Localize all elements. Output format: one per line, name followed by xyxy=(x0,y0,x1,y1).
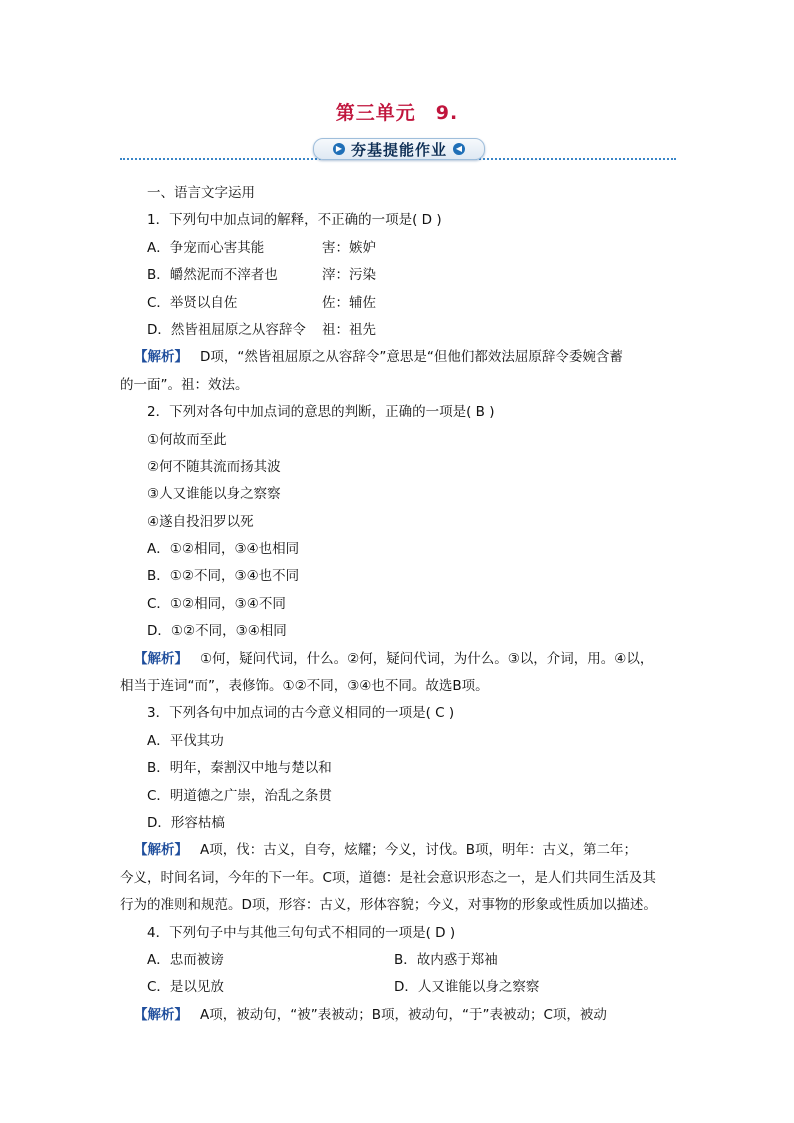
question-3-option: B．明年，秦割汉中地与楚以和 xyxy=(147,760,332,777)
question-2-option: D．①②不同，③④相同 xyxy=(147,623,287,640)
question-4-options-row xyxy=(120,947,676,974)
part-heading: 一、语言文字运用 xyxy=(147,185,255,201)
analysis-label: 【解析】 xyxy=(134,349,188,366)
question-1-analysis-cont: 的一面”。祖：效法。 xyxy=(120,376,249,393)
question-2-option: A．①②相同，③④也相同 xyxy=(147,541,300,558)
question-3-option: D．形容枯槁 xyxy=(147,814,225,831)
question-1-option: C．举贤以自佐 佐：辅佐 xyxy=(147,294,376,311)
question-3-option: A．平伐其功 xyxy=(147,732,224,749)
question-1-option: D．然皆祖屈原之从容辞令 祖：祖先 xyxy=(147,321,376,338)
analysis-label: 【解析】 xyxy=(134,842,188,859)
question-4-stem: 4．下列句子中与其他三句句式不相同的一项是( D ) xyxy=(147,924,456,941)
section-badge xyxy=(313,138,485,160)
question-1-option: A．争宠而心害其能 害：嫉妒 xyxy=(147,239,376,256)
question-3-stem: 3．下列各句中加点词的古今意义相同的一项是( C ) xyxy=(147,705,455,722)
question-4-option: D．人又谁能以身之察察 xyxy=(394,979,540,996)
question-4-option: B．故内惑于郑袖 xyxy=(394,951,498,968)
question-4-option: A．忠而被谤 xyxy=(147,951,224,968)
question-2-option: C．①②相同，③④不同 xyxy=(147,595,286,612)
question-3-option: C．明道德之广崇，治乱之条贯 xyxy=(147,787,332,804)
question-2-item: ②何不随其流而扬其波 xyxy=(147,458,281,475)
question-3-analysis-cont: 行为的准则和规范。D项，形容：古义，形体容貌；今义，对事物的形象或性质加以描述。 xyxy=(120,897,657,914)
question-2-stem: 2．下列对各句中加点词的意思的判断，正确的一项是( B ) xyxy=(147,404,495,421)
question-3-analysis: 【解析】 A项，伐：古义，自夸，炫耀；今义，讨伐。B项，明年：古义，第二年； xyxy=(134,842,637,859)
question-1-option: B．皭然泥而不滓者也 滓：污染 xyxy=(147,267,376,284)
question-1-stem: 1．下列句中加点词的解释，不正确的一项是( D ) xyxy=(147,212,442,229)
question-4-analysis: 【解析】 A项，被动句，“被”表被动；B项，被动句，“于”表被动；C项，被动 xyxy=(134,1006,607,1023)
question-2-item: ①何故而至此 xyxy=(147,431,227,448)
section-label: 夯基提能作业 xyxy=(350,140,447,159)
circle-left-arrow-icon: ◀ xyxy=(453,143,465,155)
question-2-item: ④遂自投汨罗以死 xyxy=(147,513,254,530)
question-4-option: C．是以见放 xyxy=(147,979,224,996)
question-4-options-row xyxy=(120,974,676,1001)
question-2-analysis: 【解析】 ①何，疑问代词，什么。②何，疑问代词，为什么。③以，介词，用。④以， xyxy=(134,650,654,667)
question-2-item: ③人又谁能以身之察察 xyxy=(147,486,281,503)
exercise-content xyxy=(120,180,676,1029)
question-2-analysis-cont: 相当于连词“而”，表修饰。①②不同，③④也不同。故选B项。 xyxy=(120,678,489,695)
question-3-analysis-cont: 今义，时间名词，今年的下一年。C项，道德：是社会意识形态之一，是人们共同生活及其 xyxy=(120,869,656,886)
question-1-analysis: 【解析】 D项，“然皆祖屈原之从容辞令”意思是“但他们都效法屈原辞令委婉含蓄 xyxy=(134,349,623,366)
analysis-label: 【解析】 xyxy=(134,1006,188,1023)
circle-right-arrow-icon: ▶ xyxy=(333,143,345,155)
section-banner xyxy=(120,136,676,160)
unit-title: 第三单元 9. xyxy=(335,102,459,124)
question-2-option: B．①②不同，③④也不同 xyxy=(147,568,300,585)
analysis-label: 【解析】 xyxy=(134,650,188,667)
